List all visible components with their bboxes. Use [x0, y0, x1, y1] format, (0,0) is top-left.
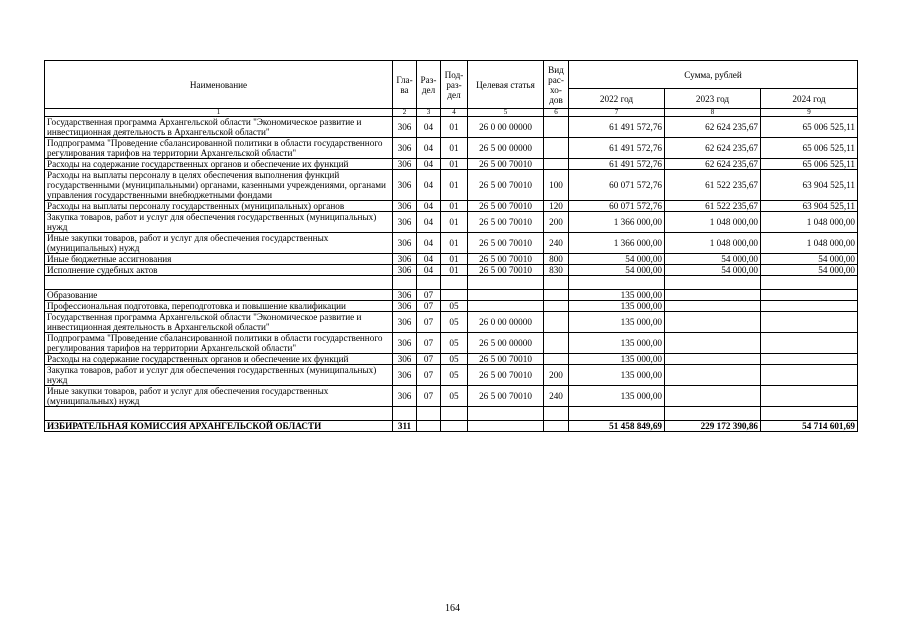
- cell-razdel: 07: [417, 312, 441, 333]
- cell-tselevaya: 26 5 00 00000: [468, 333, 544, 354]
- table-row: [45, 212, 858, 233]
- cell-sum-2022: 51 458 849,69: [569, 421, 665, 432]
- cell-sum-2023: [665, 333, 761, 354]
- cell-name: Профессиональная подготовка, переподготовка и повышение квалификации: [45, 301, 393, 312]
- cell-tselevaya: 26 5 00 70010: [468, 365, 544, 386]
- cell-podrazdel: [441, 276, 468, 290]
- cell-sum-2023: 1 048 000,00: [665, 212, 761, 233]
- table-row: [45, 265, 858, 276]
- cell-sum-2024: 54 714 601,69: [761, 421, 858, 432]
- cell-podrazdel: 01: [441, 170, 468, 201]
- cell-podrazdel: [441, 407, 468, 421]
- cell-sum-2022: 135 000,00: [569, 290, 665, 301]
- cell-vid: 240: [544, 233, 569, 254]
- cell-sum-2023: [665, 386, 761, 407]
- blank-row: [45, 407, 858, 421]
- column-number: 9: [761, 109, 858, 117]
- cell-name: Расходы на содержание государственных органов и обеспечение их функций: [45, 354, 393, 365]
- cell-sum-2024: [761, 276, 858, 290]
- table-row: [45, 312, 858, 333]
- cell-name: Расходы на выплаты персоналу в целях обеспечения выполнения функций государственными (муниципальными) органами, казенными учреждениями, органами управления государственными внебюджетными фондами: [45, 170, 393, 201]
- cell-tselevaya: [468, 301, 544, 312]
- cell-vid: [544, 333, 569, 354]
- cell-vid: [544, 407, 569, 421]
- cell-vid: [544, 354, 569, 365]
- cell-sum-2022: [569, 276, 665, 290]
- cell-vid: 800: [544, 254, 569, 265]
- cell-razdel: 04: [417, 265, 441, 276]
- cell-sum-2022: 1 366 000,00: [569, 233, 665, 254]
- cell-vid: [544, 138, 569, 159]
- cell-razdel: 07: [417, 301, 441, 312]
- cell-sum-2022: 61 491 572,76: [569, 138, 665, 159]
- cell-glava: [393, 276, 417, 290]
- cell-sum-2023: [665, 354, 761, 365]
- cell-sum-2023: [665, 301, 761, 312]
- table-body: [45, 117, 858, 432]
- cell-glava: 306: [393, 301, 417, 312]
- cell-glava: 306: [393, 138, 417, 159]
- cell-glava: 306: [393, 117, 417, 138]
- cell-name: ИЗБИРАТЕЛЬНАЯ КОМИССИЯ АРХАНГЕЛЬСКОЙ ОБЛАСТИ: [45, 421, 393, 432]
- cell-glava: 306: [393, 201, 417, 212]
- cell-razdel: 04: [417, 254, 441, 265]
- cell-podrazdel: 01: [441, 201, 468, 212]
- cell-name: Закупка товаров, работ и услуг для обеспечения государственных (муниципальных) нужд: [45, 365, 393, 386]
- cell-vid: 240: [544, 386, 569, 407]
- cell-glava: 306: [393, 386, 417, 407]
- cell-glava: 306: [393, 254, 417, 265]
- cell-sum-2022: 60 071 572,76: [569, 201, 665, 212]
- cell-tselevaya: 26 5 00 70010: [468, 159, 544, 170]
- cell-sum-2022: 135 000,00: [569, 354, 665, 365]
- cell-glava: 311: [393, 421, 417, 432]
- cell-sum-2023: 62 624 235,67: [665, 138, 761, 159]
- cell-sum-2024: 65 006 525,11: [761, 117, 858, 138]
- cell-glava: 306: [393, 212, 417, 233]
- cell-sum-2023: [665, 365, 761, 386]
- cell-razdel: 04: [417, 201, 441, 212]
- cell-sum-2024: 54 000,00: [761, 254, 858, 265]
- cell-sum-2023: 54 000,00: [665, 265, 761, 276]
- cell-sum-2024: 1 048 000,00: [761, 233, 858, 254]
- cell-sum-2024: [761, 290, 858, 301]
- header-podrazdel: Под-раз-дел: [441, 61, 468, 109]
- cell-podrazdel: 05: [441, 301, 468, 312]
- cell-tselevaya: 26 0 00 00000: [468, 312, 544, 333]
- cell-vid: 830: [544, 265, 569, 276]
- cell-podrazdel: 01: [441, 254, 468, 265]
- cell-sum-2024: [761, 312, 858, 333]
- cell-tselevaya: [468, 407, 544, 421]
- table-row: [45, 290, 858, 301]
- cell-podrazdel: 05: [441, 333, 468, 354]
- cell-sum-2024: [761, 333, 858, 354]
- cell-name: Государственная программа Архангельской области "Экономическое развитие и инвестиционная деятельность в Архангельской области": [45, 117, 393, 138]
- cell-vid: [544, 276, 569, 290]
- cell-sum-2024: 65 006 525,11: [761, 138, 858, 159]
- cell-sum-2023: [665, 276, 761, 290]
- cell-name: Исполнение судебных актов: [45, 265, 393, 276]
- cell-name: Образование: [45, 290, 393, 301]
- cell-glava: [393, 407, 417, 421]
- cell-vid: [544, 421, 569, 432]
- cell-razdel: 04: [417, 233, 441, 254]
- cell-sum-2024: [761, 365, 858, 386]
- cell-sum-2023: [665, 290, 761, 301]
- cell-name: Подпрограмма "Проведение сбалансированной политики в области государственного регулирования тарифов на территории Архангельской области": [45, 138, 393, 159]
- cell-razdel: 07: [417, 354, 441, 365]
- cell-tselevaya: 26 5 00 70010: [468, 265, 544, 276]
- table-row: [45, 365, 858, 386]
- column-number: 3: [417, 109, 441, 117]
- column-number: 4: [441, 109, 468, 117]
- cell-razdel: 07: [417, 386, 441, 407]
- column-number: 2: [393, 109, 417, 117]
- column-number-row: [45, 109, 858, 117]
- cell-vid: 200: [544, 212, 569, 233]
- cell-tselevaya: 26 5 00 70010: [468, 254, 544, 265]
- cell-tselevaya: 26 5 00 00000: [468, 138, 544, 159]
- table-row: [45, 254, 858, 265]
- cell-razdel: 04: [417, 170, 441, 201]
- header-year-2022: 2022 год: [569, 89, 665, 109]
- column-number: 1: [45, 109, 393, 117]
- cell-tselevaya: [468, 276, 544, 290]
- cell-vid: [544, 301, 569, 312]
- cell-sum-2023: 229 172 390,86: [665, 421, 761, 432]
- header-name: Наименование: [45, 61, 393, 109]
- cell-name: Закупка товаров, работ и услуг для обеспечения государственных (муниципальных) нужд: [45, 212, 393, 233]
- cell-sum-2022: 54 000,00: [569, 254, 665, 265]
- cell-glava: 306: [393, 354, 417, 365]
- cell-sum-2022: 1 366 000,00: [569, 212, 665, 233]
- cell-sum-2024: 63 904 525,11: [761, 201, 858, 212]
- cell-tselevaya: 26 5 00 70010: [468, 212, 544, 233]
- table-row: [45, 333, 858, 354]
- cell-razdel: 04: [417, 117, 441, 138]
- column-number: 5: [468, 109, 544, 117]
- cell-vid: [544, 312, 569, 333]
- cell-tselevaya: 26 0 00 00000: [468, 117, 544, 138]
- page-number: 164: [445, 603, 460, 614]
- cell-podrazdel: 01: [441, 233, 468, 254]
- cell-razdel: [417, 407, 441, 421]
- cell-razdel: 07: [417, 365, 441, 386]
- cell-glava: 306: [393, 333, 417, 354]
- cell-sum-2022: 54 000,00: [569, 265, 665, 276]
- cell-sum-2024: [761, 386, 858, 407]
- cell-sum-2022: [569, 407, 665, 421]
- cell-tselevaya: 26 5 00 70010: [468, 170, 544, 201]
- column-number: 6: [544, 109, 569, 117]
- cell-podrazdel: 01: [441, 212, 468, 233]
- cell-razdel: 07: [417, 290, 441, 301]
- cell-podrazdel: 05: [441, 365, 468, 386]
- cell-sum-2024: 65 006 525,11: [761, 159, 858, 170]
- cell-sum-2022: 61 491 572,76: [569, 117, 665, 138]
- table-row: [45, 201, 858, 212]
- table-row: [45, 386, 858, 407]
- cell-podrazdel: 01: [441, 138, 468, 159]
- table-header: [45, 61, 858, 117]
- cell-sum-2022: 61 491 572,76: [569, 159, 665, 170]
- cell-sum-2024: 54 000,00: [761, 265, 858, 276]
- cell-tselevaya: 26 5 00 70010: [468, 354, 544, 365]
- cell-razdel: 04: [417, 159, 441, 170]
- cell-vid: [544, 290, 569, 301]
- cell-sum-2024: 63 904 525,11: [761, 170, 858, 201]
- blank-row: [45, 276, 858, 290]
- cell-razdel: [417, 276, 441, 290]
- cell-sum-2022: 135 000,00: [569, 386, 665, 407]
- cell-podrazdel: 05: [441, 354, 468, 365]
- cell-sum-2022: 135 000,00: [569, 333, 665, 354]
- cell-sum-2024: 1 048 000,00: [761, 212, 858, 233]
- cell-vid: [544, 117, 569, 138]
- cell-razdel: 04: [417, 212, 441, 233]
- cell-tselevaya: [468, 421, 544, 432]
- cell-glava: 306: [393, 265, 417, 276]
- table-row: [45, 301, 858, 312]
- table-row: [45, 170, 858, 201]
- cell-podrazdel: [441, 421, 468, 432]
- header-year-2023: 2023 год: [665, 89, 761, 109]
- table-row: [45, 138, 858, 159]
- budget-table: [44, 60, 858, 432]
- cell-sum-2024: [761, 301, 858, 312]
- header-summa: Сумма, рублей: [569, 61, 858, 89]
- cell-name: [45, 407, 393, 421]
- header-glava: Гла-ва: [393, 61, 417, 109]
- table-row: [45, 159, 858, 170]
- total-row: [45, 421, 858, 432]
- cell-vid: 120: [544, 201, 569, 212]
- cell-glava: 306: [393, 170, 417, 201]
- header-vid: Вид рас-хо-дов: [544, 61, 569, 109]
- cell-sum-2023: 62 624 235,67: [665, 117, 761, 138]
- column-number: 7: [569, 109, 665, 117]
- cell-name: Подпрограмма "Проведение сбалансированной политики в области государственного регулирования тарифов на территории Архангельской области": [45, 333, 393, 354]
- cell-name: Расходы на содержание государственных органов и обеспечение их функций: [45, 159, 393, 170]
- table-row: [45, 354, 858, 365]
- cell-sum-2022: 135 000,00: [569, 301, 665, 312]
- cell-razdel: 04: [417, 138, 441, 159]
- cell-tselevaya: [468, 290, 544, 301]
- cell-sum-2022: 60 071 572,76: [569, 170, 665, 201]
- cell-sum-2023: 61 522 235,67: [665, 201, 761, 212]
- cell-vid: [544, 159, 569, 170]
- cell-sum-2024: [761, 407, 858, 421]
- cell-name: Государственная программа Архангельской области "Экономическое развитие и инвестиционная деятельность в Архангельской области": [45, 312, 393, 333]
- cell-sum-2023: [665, 407, 761, 421]
- cell-glava: 306: [393, 233, 417, 254]
- cell-razdel: 07: [417, 333, 441, 354]
- header-razdel: Раз-дел: [417, 61, 441, 109]
- header-tselevaya: Целевая статья: [468, 61, 544, 109]
- cell-podrazdel: 01: [441, 265, 468, 276]
- cell-sum-2023: [665, 312, 761, 333]
- cell-tselevaya: 26 5 00 70010: [468, 201, 544, 212]
- cell-podrazdel: 01: [441, 159, 468, 170]
- cell-name: Расходы на выплаты персоналу государственных (муниципальных) органов: [45, 201, 393, 212]
- cell-name: Иные закупки товаров, работ и услуг для обеспечения государственных (муниципальных) нужд: [45, 386, 393, 407]
- column-number: 8: [665, 109, 761, 117]
- cell-glava: 306: [393, 159, 417, 170]
- cell-glava: 306: [393, 290, 417, 301]
- cell-tselevaya: 26 5 00 70010: [468, 386, 544, 407]
- header-year-2024: 2024 год: [761, 89, 858, 109]
- cell-podrazdel: 05: [441, 386, 468, 407]
- cell-sum-2023: 54 000,00: [665, 254, 761, 265]
- cell-podrazdel: 05: [441, 312, 468, 333]
- cell-sum-2023: 1 048 000,00: [665, 233, 761, 254]
- cell-vid: 200: [544, 365, 569, 386]
- cell-tselevaya: 26 5 00 70010: [468, 233, 544, 254]
- cell-name: Иные закупки товаров, работ и услуг для обеспечения государственных (муниципальных) нужд: [45, 233, 393, 254]
- cell-glava: 306: [393, 365, 417, 386]
- cell-sum-2024: [761, 354, 858, 365]
- cell-razdel: [417, 421, 441, 432]
- cell-sum-2023: 61 522 235,67: [665, 170, 761, 201]
- table-row: [45, 117, 858, 138]
- cell-vid: 100: [544, 170, 569, 201]
- cell-name: Иные бюджетные ассигнования: [45, 254, 393, 265]
- table-row: [45, 233, 858, 254]
- cell-podrazdel: [441, 290, 468, 301]
- cell-sum-2022: 135 000,00: [569, 312, 665, 333]
- cell-sum-2022: 135 000,00: [569, 365, 665, 386]
- cell-podrazdel: 01: [441, 117, 468, 138]
- cell-sum-2023: 62 624 235,67: [665, 159, 761, 170]
- cell-name: [45, 276, 393, 290]
- cell-glava: 306: [393, 312, 417, 333]
